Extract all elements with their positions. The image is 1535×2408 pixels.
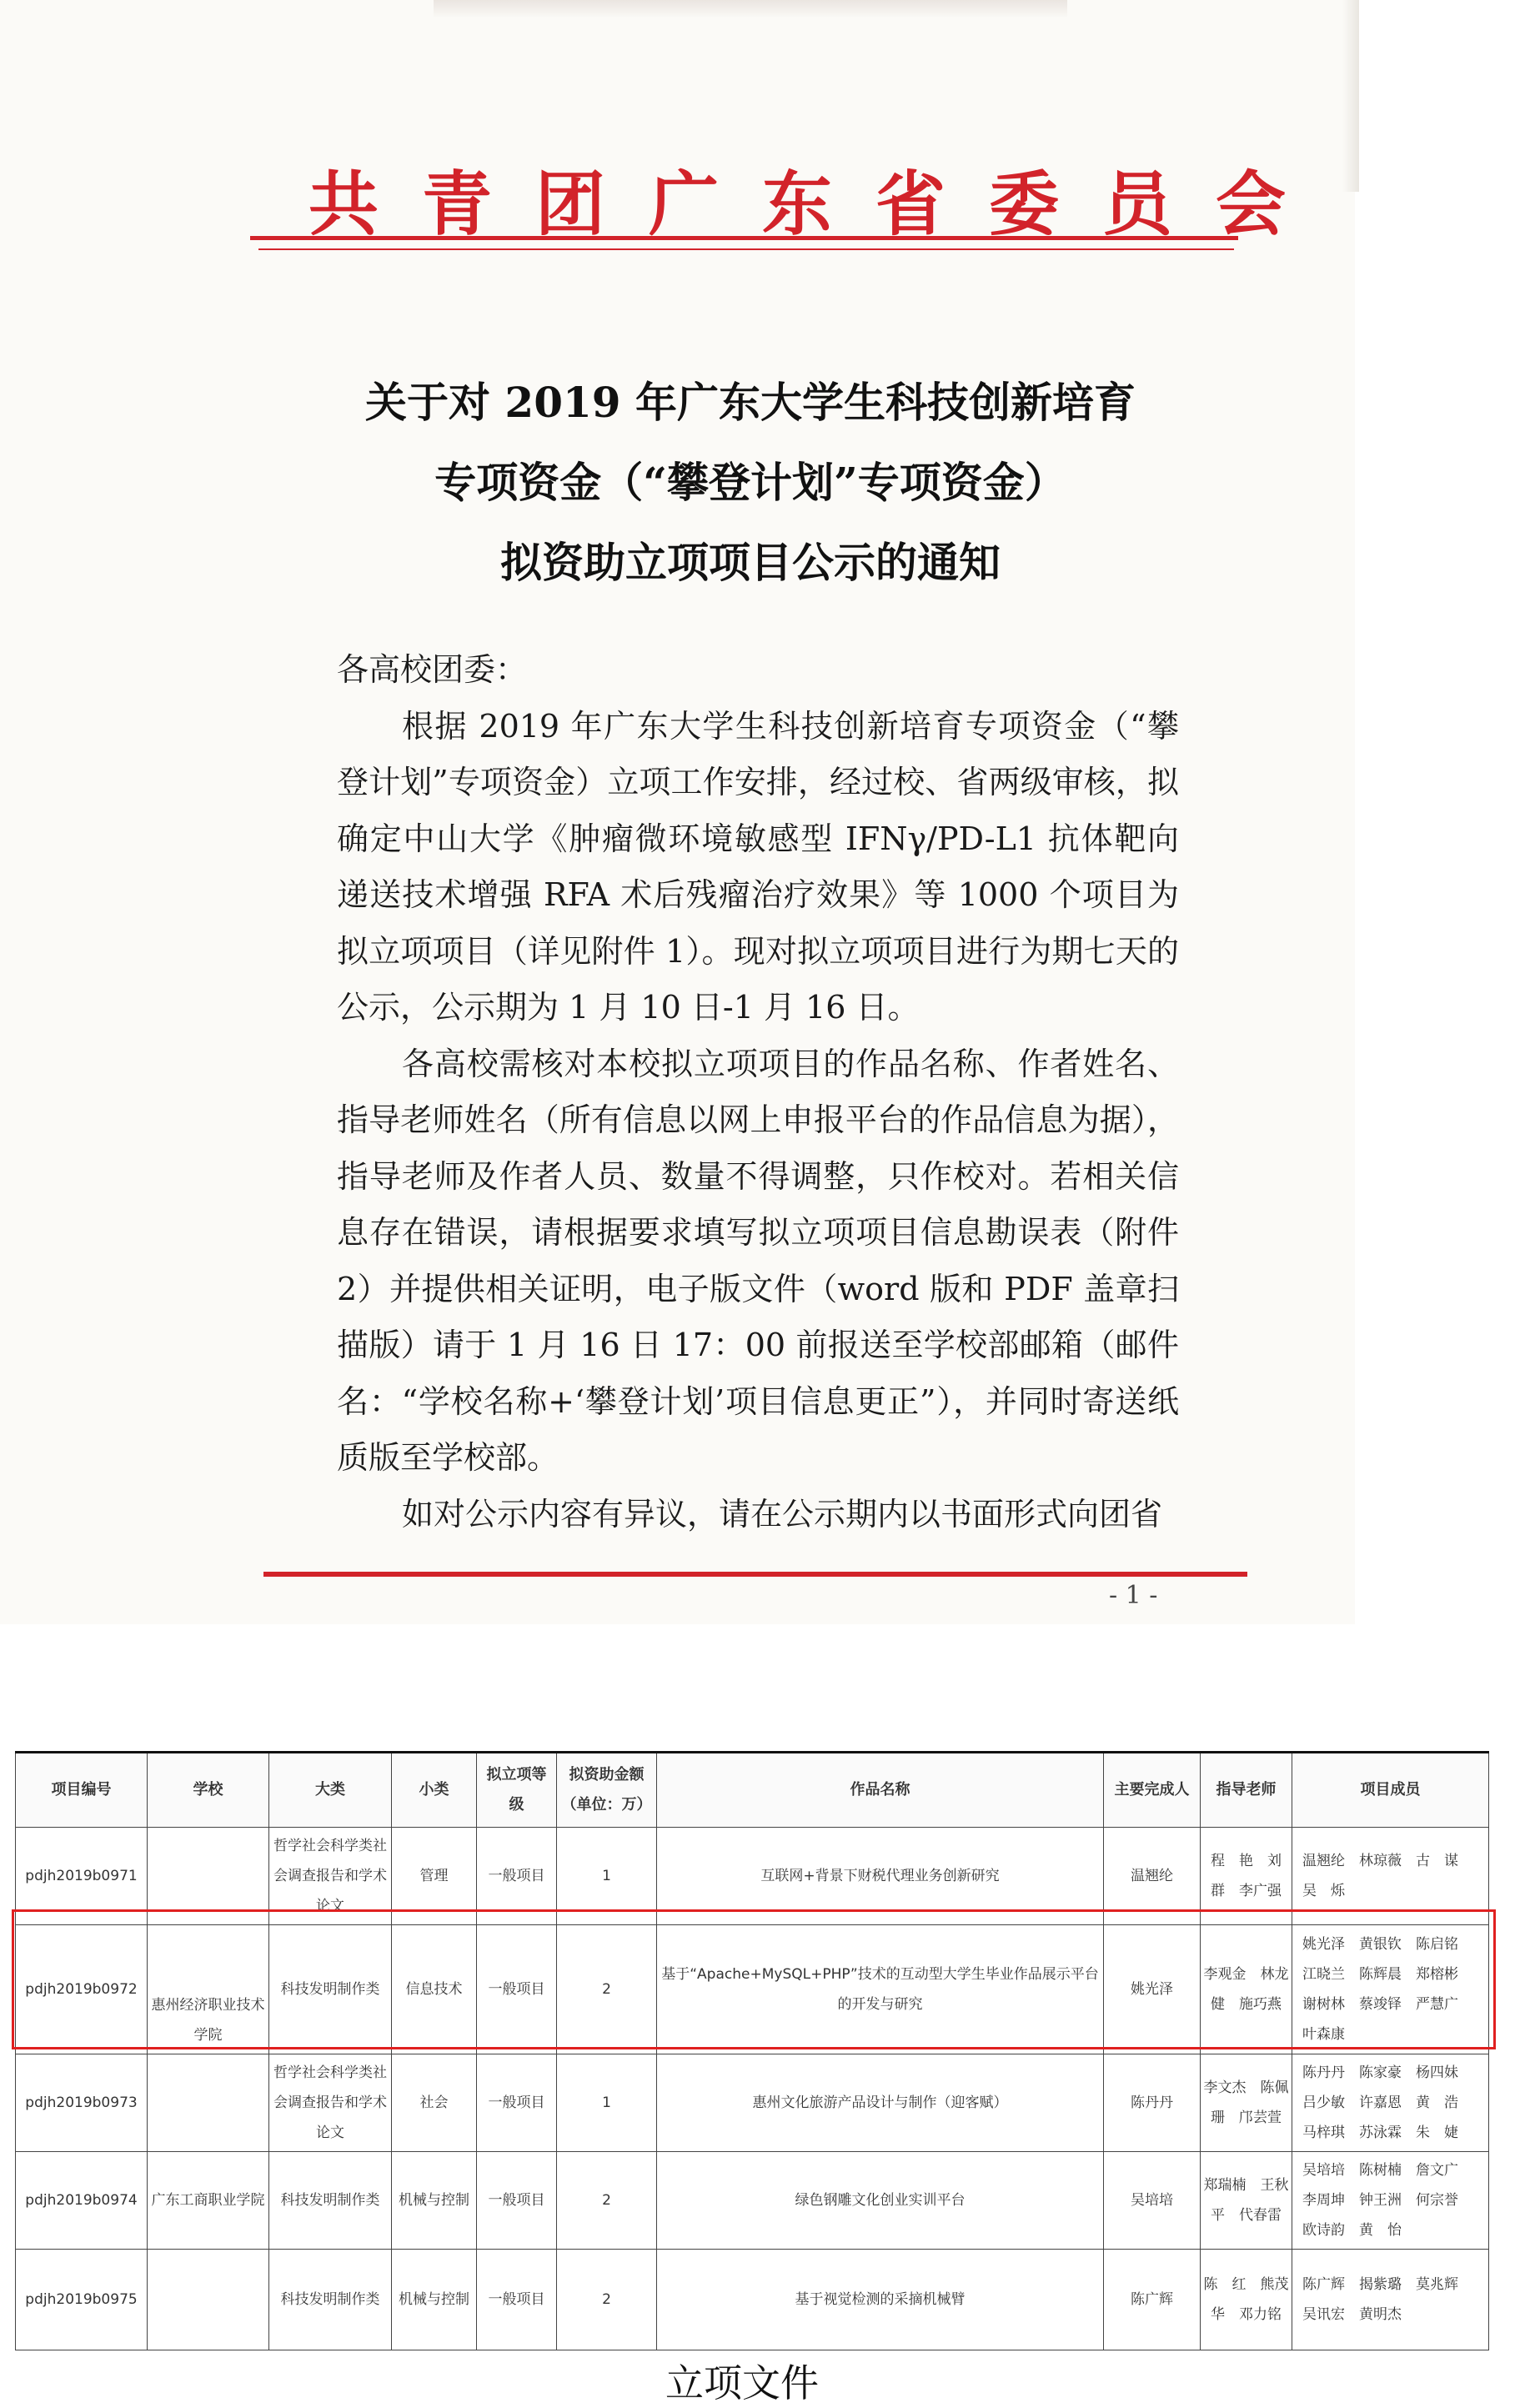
project-table <box>15 1751 1489 2350</box>
col-header-title: 作品名称 <box>657 1753 1104 1828</box>
notice-title-line: 拟资助立项项目公示的通知 <box>500 538 1001 587</box>
col-header-level: 拟立项等级 <box>477 1753 557 1828</box>
cell-level: 一般项目 <box>477 2054 557 2152</box>
figure-caption: 立项文件 <box>665 2360 819 2405</box>
cell-id: pdjh2019b0971 <box>16 1828 148 1925</box>
scan-edge-shadow <box>1342 0 1359 192</box>
cell-category: 科技发明制作类 <box>269 2152 392 2250</box>
cell-members: 温翘纶 林琼薇 古 谋 吴 烁 <box>1292 1828 1489 1925</box>
cell-members: 陈丹丹 陈家豪 杨四妹 吕少敏 许嘉恩 黄 浩 马梓琪 苏泳霖 朱 婕 <box>1292 2054 1489 2152</box>
cell-level: 一般项目 <box>477 2250 557 2350</box>
cell-subcategory: 社会 <box>392 2054 477 2152</box>
cell-members: 姚光泽 黄银钦 陈启铭 江晓兰 陈辉晨 郑榕彬 谢树林 蔡竣铎 严慧广 叶森康 <box>1292 1925 1489 2054</box>
cell-amount: 2 <box>557 1925 657 2054</box>
col-header-advisors: 指导老师 <box>1201 1753 1292 1828</box>
cell-category: 科技发明制作类 <box>269 1925 392 2054</box>
cell-title: 基于视觉检测的采摘机械臂 <box>657 2250 1104 2350</box>
col-header-school: 学校 <box>148 1753 269 1828</box>
cell-school: 惠州经济职业技术学院 <box>148 1925 269 2054</box>
notice-title-line: 专项资金（“攀登计划”专项资金） <box>434 458 1066 507</box>
cell-level: 一般项目 <box>477 2152 557 2250</box>
cell-advisors: 程 艳 刘 群 李广强 <box>1201 1828 1292 1925</box>
cell-category: 哲学社会科学类社会调查报告和学术论文 <box>269 1828 392 1925</box>
page-number: - 1 - <box>1109 1581 1158 1610</box>
table-row <box>16 1925 1489 2054</box>
col-header-members: 项目成员 <box>1292 1753 1489 1828</box>
cell-leader: 陈广辉 <box>1104 2250 1201 2350</box>
col-header-category: 大类 <box>269 1753 392 1828</box>
cell-subcategory: 机械与控制 <box>392 2152 477 2250</box>
table-row <box>16 2250 1489 2350</box>
cell-leader: 陈丹丹 <box>1104 2054 1201 2152</box>
cell-subcategory: 机械与控制 <box>392 2250 477 2350</box>
cell-leader: 姚光泽 <box>1104 1925 1201 2054</box>
cell-subcategory: 信息技术 <box>392 1925 477 2054</box>
project-table-wrapper <box>15 1751 1488 2350</box>
cell-title: 基于“Apache+MySQL+PHP”技术的互动型大学生毕业作品展示平台的开发与研究 <box>657 1925 1104 2054</box>
cell-advisors: 李观金 林龙健 施巧燕 <box>1201 1925 1292 2054</box>
cell-level: 一般项目 <box>477 1925 557 2054</box>
header-red-rule <box>250 236 1238 240</box>
cell-members: 吴培培 陈树楠 詹文广 李周坤 钟王洲 何宗誉 欧诗韵 黄 怡 <box>1292 2152 1489 2250</box>
col-header-id: 项目编号 <box>16 1753 148 1828</box>
cell-leader: 温翘纶 <box>1104 1828 1201 1925</box>
notice-body <box>337 642 1179 1543</box>
scan-bleed-artifact <box>434 0 1067 18</box>
cell-advisors: 郑瑞楠 王秋平 代春雷 <box>1201 2152 1292 2250</box>
cell-school <box>148 2054 269 2152</box>
cell-category: 科技发明制作类 <box>269 2250 392 2350</box>
body-paragraph: 根据 2019 年广东大学生科技创新培育专项资金（“攀登计划”专项资金）立项工作安排，经过校、省两级审核，拟确定中山大学《肿瘤微环境敏感型 IFNγ/PD-L1 抗体靶向递送技术增强 RFA 术后残瘤治疗效果》等 1000 个项目为拟立项项目（详见附件 1）。现对拟立项项目进行为期七天的公示，公示期为 1 月 10 日-1 月 16 日。 <box>337 707 1179 1026</box>
table-row <box>16 2054 1489 2152</box>
col-header-leader: 主要完成人 <box>1104 1753 1201 1828</box>
cell-title: 绿色钢雕文化创业实训平台 <box>657 2152 1104 2250</box>
cell-subcategory: 管理 <box>392 1828 477 1925</box>
cell-id: pdjh2019b0974 <box>16 2152 148 2250</box>
salutation: 各高校团委： <box>337 651 528 688</box>
org-title: 共青团广东省委员会 <box>309 163 1330 245</box>
cell-amount: 2 <box>557 2250 657 2350</box>
table-row <box>16 1828 1489 1925</box>
footer-red-rule <box>263 1572 1247 1577</box>
cell-school: 广东工商职业学院 <box>148 2152 269 2250</box>
cell-school <box>148 1828 269 1925</box>
notice-title <box>300 363 1201 603</box>
col-header-subcategory: 小类 <box>392 1753 477 1828</box>
cell-id: pdjh2019b0972 <box>16 1925 148 2054</box>
cell-level: 一般项目 <box>477 1828 557 1925</box>
notice-title-line: 关于对 2019 年广东大学生科技创新培育 <box>365 378 1136 427</box>
cell-advisors: 陈 红 熊茂华 邓力铭 <box>1201 2250 1292 2350</box>
cell-school <box>148 2250 269 2350</box>
body-paragraph: 如对公示内容有异议，请在公示期内以书面形式向团省 <box>402 1495 1163 1533</box>
body-paragraph: 各高校需核对本校拟立项项目的作品名称、作者姓名、指导老师姓名（所有信息以网上申报平台的作品信息为据），指导老师及作者人员、数量不得调整，只作校对。若相关信息存在错误，请根据要求填写拟立项项目信息勘误表（附件 2）并提供相关证明，电子版文件（word 版和 PDF 盖章扫描版）请于 1 月 16 日 17：00 前报送至学校部邮箱（邮件名：“学校名称+‘攀登计划’项目信息更正”），并同时寄送纸质版至学校部。 <box>337 1045 1179 1476</box>
col-header-amount: 拟资助金额（单位：万） <box>557 1753 657 1828</box>
cell-leader: 吴培培 <box>1104 2152 1201 2250</box>
cell-id: pdjh2019b0973 <box>16 2054 148 2152</box>
cell-amount: 2 <box>557 2152 657 2250</box>
cell-category: 哲学社会科学类社会调查报告和学术论文 <box>269 2054 392 2152</box>
cell-advisors: 李文杰 陈佩珊 邝芸萱 <box>1201 2054 1292 2152</box>
cell-amount: 1 <box>557 1828 657 1925</box>
cell-id: pdjh2019b0975 <box>16 2250 148 2350</box>
cell-title: 惠州文化旅游产品设计与制作（迎客赋） <box>657 2054 1104 2152</box>
table-header-row <box>16 1753 1489 1828</box>
cell-title: 互联网+背景下财税代理业务创新研究 <box>657 1828 1104 1925</box>
header-red-rule-thin <box>258 248 1234 250</box>
cell-members: 陈广辉 揭紫璐 莫兆辉 吴讯宏 黄明杰 <box>1292 2250 1489 2350</box>
cell-amount: 1 <box>557 2054 657 2152</box>
table-row <box>16 2152 1489 2250</box>
